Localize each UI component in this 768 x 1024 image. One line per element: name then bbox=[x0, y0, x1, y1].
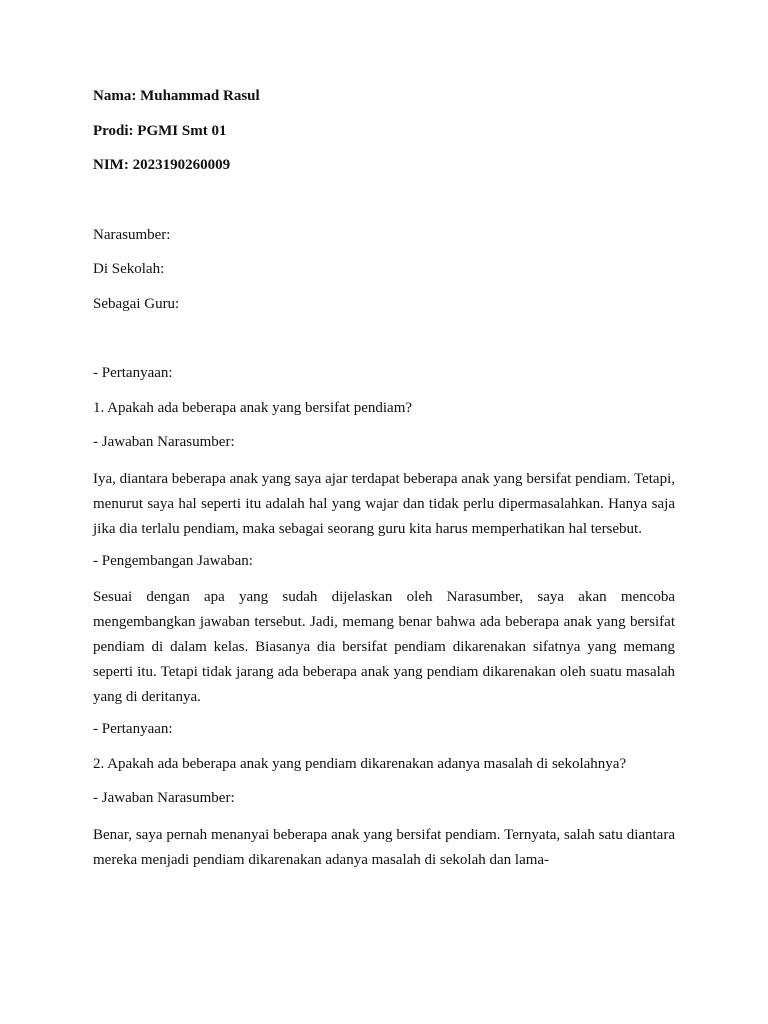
answer-label: - Jawaban Narasumber: bbox=[93, 790, 235, 806]
question-label: - Pertanyaan: bbox=[93, 721, 173, 737]
question-text: 2. Apakah ada beberapa anak yang pendiam dikarenakan adanya masalah di sekolahnya? bbox=[93, 755, 627, 772]
development-label: - Pengembangan Jawaban: bbox=[93, 552, 253, 569]
answer-text: Benar, saya pernah menanyai beberapa anak yang bersifat pendiam. Ternyata, salah satu diantara mereka menjadi pendiam dikarenakan adanya masalah di sekolah dan lama- bbox=[93, 826, 675, 868]
spacer bbox=[93, 328, 675, 363]
teacher-label: Sebagai Guru: bbox=[93, 295, 180, 312]
question-label: - Pertanyaan: bbox=[93, 365, 173, 381]
student-program: Prodi: PGMI Smt 01 bbox=[93, 122, 227, 139]
spacer bbox=[93, 190, 675, 225]
question-text: 1. Apakah ada beberapa anak yang bersifat pendiam? bbox=[93, 399, 413, 416]
student-nim: NIM: 2023190260009 bbox=[93, 157, 231, 173]
development-text: Sesuai dengan apa yang sudah dijelaskan oleh Narasumber, saya akan mencoba mengembangkan jawaban tersebut. Jadi, memang benar bahwa ada beberapa anak yang bersifat pendiam di dalam kelas. Biasanya dia bersifat pendiam dikarenakan sifatnya yang memang seperti itu. Tetapi tidak jarang ada beberapa anak yang pendiam dikarenakan oleh suatu masalah yang di deritanya. bbox=[93, 589, 675, 705]
school-label: Di Sekolah: bbox=[93, 261, 165, 277]
document-body bbox=[93, 86, 675, 873]
source-label: Narasumber: bbox=[93, 226, 171, 243]
answer-label: - Jawaban Narasumber: bbox=[93, 434, 235, 450]
student-name: Nama: Muhammad Rasul bbox=[93, 88, 260, 104]
answer-text: Iya, diantara beberapa anak yang saya ajar terdapat beberapa anak yang bersifat pendiam. Tetapi, menurut saya hal seperti itu adalah hal yang wajar dan tidak perlu dipermasalahkan. Hanya saja jika dia terlalu pendiam, maka sebagai seorang guru kita harus memperhatikan hal tersebut. bbox=[93, 470, 675, 537]
